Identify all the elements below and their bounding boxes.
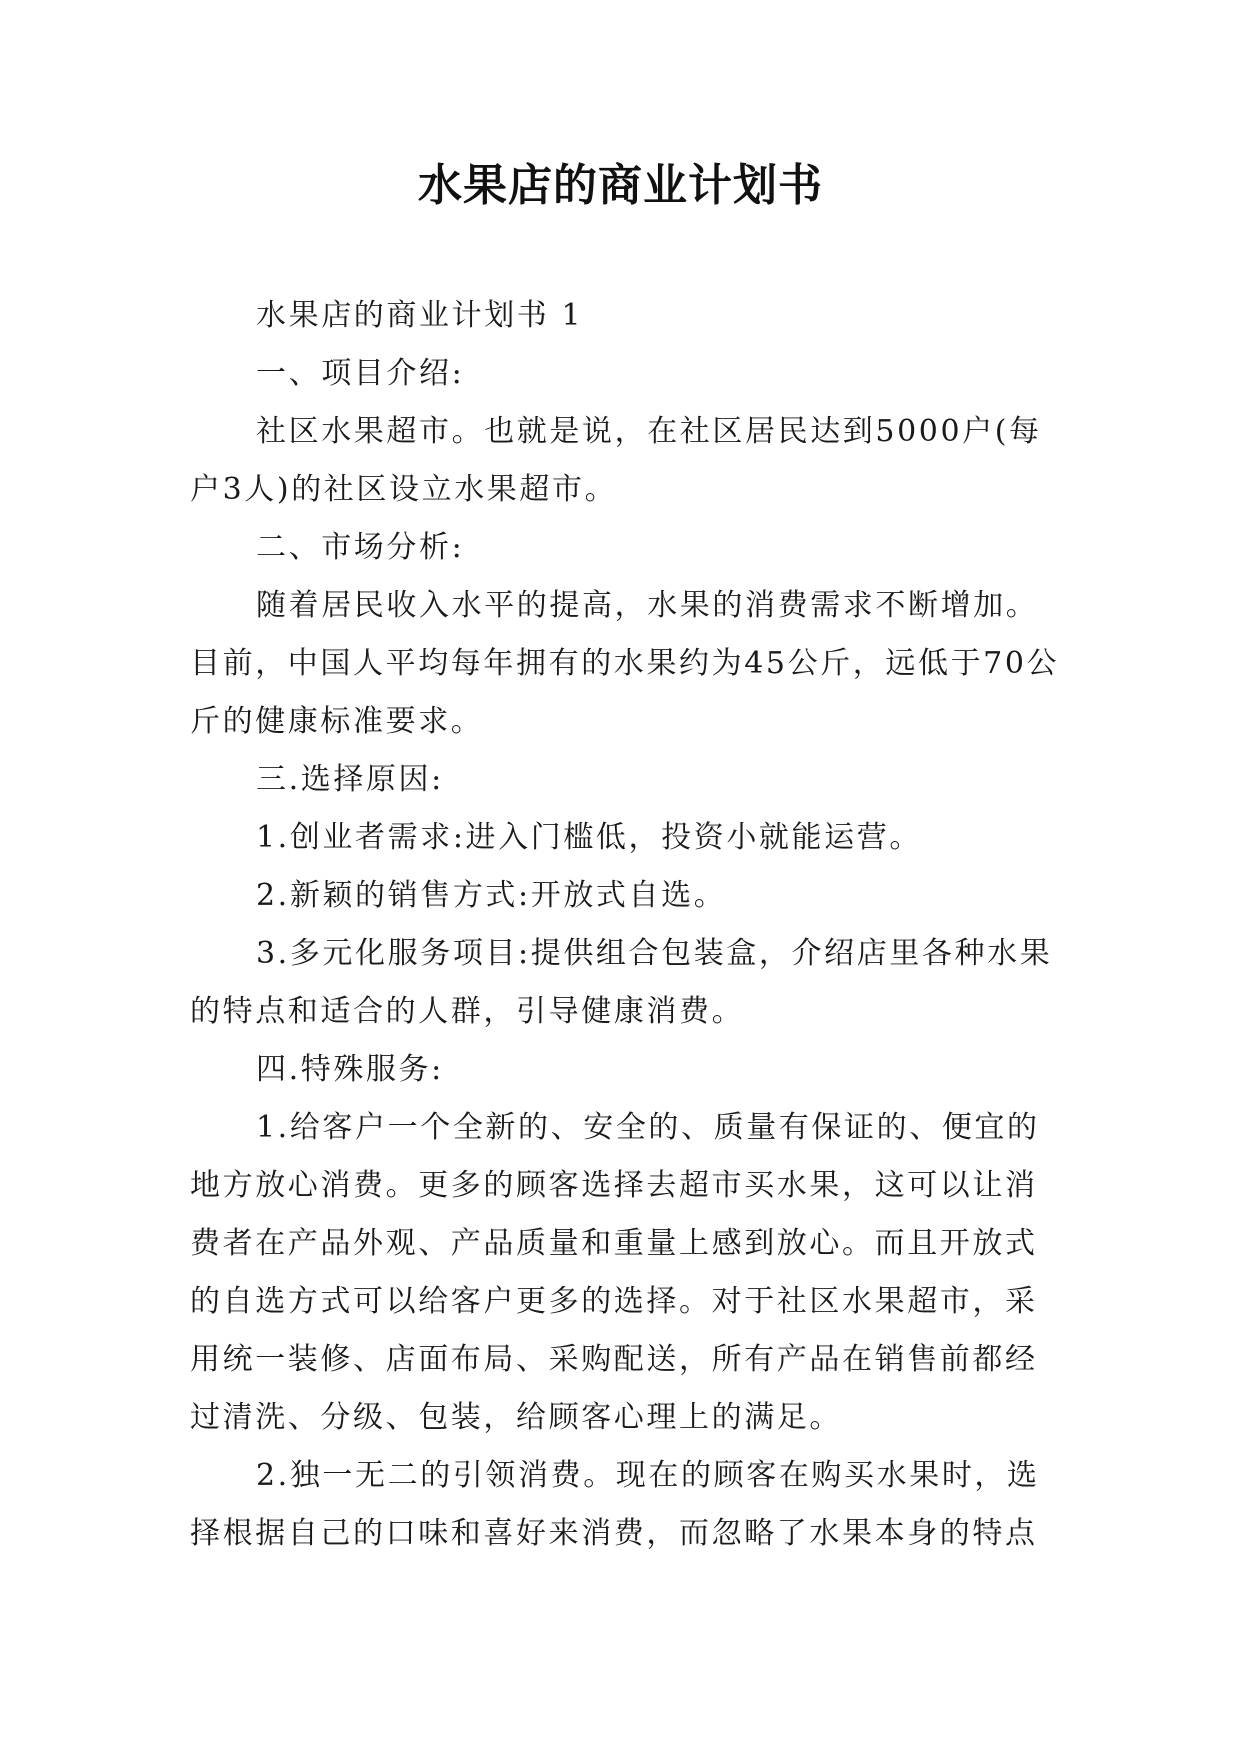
paragraph-subtitle: 水果店的商业计划书 1 [256, 298, 584, 333]
list-item-reason-1: 1.创业者需求:进入门槛低，投资小就能运营。 [256, 820, 922, 855]
document-title: 水果店的商业计划书 [418, 160, 823, 211]
list-item-service-1: 1.给客户一个全新的、安全的、质量有保证的、便宜的地方放心消费。更多的顾客选择去超市买水果，这可以让消费者在产品外观、产品质量和重量上感到放心。而且开放式的自选方式可以给客户更多的选择。对于社区水果超市，采用统一装修、店面布局、采购配送，所有产品在销售前都经过清洗、分级、包装，给顾客心理上的满足。 [190, 1110, 1040, 1435]
list-item-service-2: 2.独一无二的引领消费。现在的顾客在购买水果时，选择根据自己的口味和喜好来消费，而忽略了水果本身的特点 [190, 1458, 1040, 1551]
paragraph-project-intro: 社区水果超市。也就是说，在社区居民达到5000户(每户3人)的社区设立水果超市。 [190, 414, 1042, 507]
section-heading-reasons: 三.选择原因: [256, 762, 444, 797]
list-item-reason-2: 2.新颖的销售方式:开放式自选。 [256, 878, 727, 913]
section-heading-special-services: 四.特殊服务: [256, 1052, 444, 1087]
paragraph-market-analysis: 随着居民收入水平的提高，水果的消费需求不断增加。目前，中国人平均每年拥有的水果约为45公斤，远低于70公斤的健康标准要求。 [190, 588, 1060, 739]
document-body [190, 287, 1060, 1563]
list-item-reason-3: 3.多元化服务项目:提供组合包装盒，介绍店里各种水果的特点和适合的人群，引导健康消费。 [190, 936, 1053, 1029]
section-heading-market-analysis: 二、市场分析: [256, 530, 465, 565]
section-heading-project-intro: 一、项目介绍: [256, 356, 465, 391]
